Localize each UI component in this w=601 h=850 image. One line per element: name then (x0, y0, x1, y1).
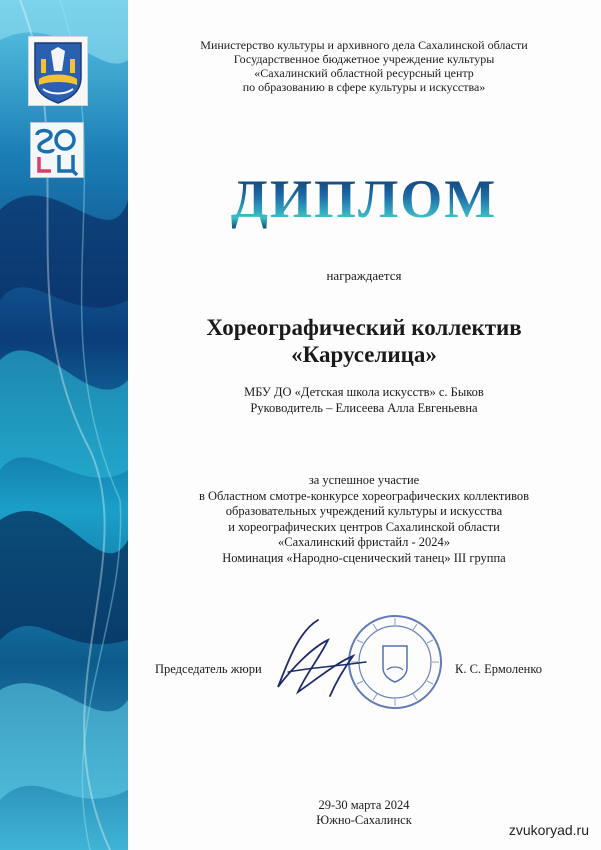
reason-line: Номинация «Народно-сценический танец» III группа (222, 550, 506, 565)
issuer-line: Государственное бюджетное учреждение культуры (233, 52, 495, 66)
issuer-line: Министерство культуры и архивного дела Сахалинской области (200, 38, 528, 52)
reason-line: образовательных учреждений культуры и искусства (225, 504, 503, 518)
awarded-label: награждается (326, 268, 402, 283)
jury-chair-name: К. С. Ермоленко (455, 662, 543, 676)
recipient-line-2: «Каруселица» (291, 342, 437, 367)
organization-info (128, 384, 600, 416)
issuer-header (128, 38, 600, 94)
school-name: МБУ ДО «Детская школа искусств» с. Быков (244, 385, 484, 399)
chair-signature (258, 612, 378, 707)
issuer-line: по образованию в сфере культуры и искусства» (242, 80, 486, 94)
reason-line: и хореографических центров Сахалинской области (228, 519, 500, 534)
recipient-line-1: Хореографический коллектив (206, 315, 522, 340)
sorc-logo-icon (30, 122, 84, 178)
watermark-text: zvukoryad.ru (508, 822, 589, 838)
sakhalin-coat-of-arms-icon (28, 36, 88, 106)
reason-line: за успешное участие (308, 473, 420, 487)
issuer-line: «Сахалинский областной ресурсный центр (254, 66, 474, 80)
issue-date: 29-30 марта 2024 (318, 798, 410, 812)
award-reason (128, 473, 600, 566)
diploma-title: ДИПЛОМ (128, 168, 600, 230)
decorative-side-band (0, 0, 128, 850)
reason-line: в Областном смотре-конкурсе хореографических коллективов (198, 488, 530, 503)
recipient-name (128, 314, 600, 368)
issue-city: Южно-Сахалинск (316, 813, 412, 827)
jury-chair-label: Председатель жюри (155, 662, 262, 676)
leader-name: Руководитель – Елисеева Алла Евгеньевна (250, 401, 478, 415)
reason-line: «Сахалинский фристайл - 2024» (278, 535, 450, 549)
